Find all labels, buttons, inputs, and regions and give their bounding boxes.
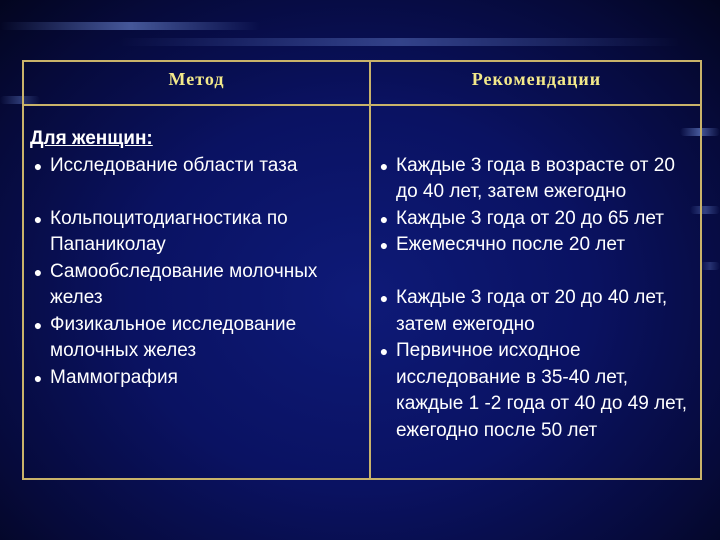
bullet-icon: ● <box>379 343 389 359</box>
bullet-icon: ● <box>33 157 43 174</box>
method-text: Кольпоцитодиагностика по Папаниколау <box>50 207 288 255</box>
bullet-icon: ● <box>33 263 43 280</box>
header-recommendations: Рекомендации <box>471 69 602 89</box>
recommendation-item <box>376 338 696 444</box>
method-text: Исследование области таза <box>50 154 298 176</box>
bullet-icon: ● <box>33 210 43 227</box>
recommendation-text: Каждые 3 года в возрасте от 20 до 40 лет, затем ежегодно <box>396 154 675 202</box>
recommendation-text: Ежемесячно после 20 лет <box>396 234 626 255</box>
column-divider <box>369 62 371 478</box>
recommendation-text: Первичное исходное исследование в 35-40 лет, каждые 1 -2 года от 40 до 49 лет, ежегодно после 50 лет <box>396 340 687 441</box>
method-text: Самообследование молочных желез <box>50 260 318 308</box>
recommendation-item <box>376 232 696 285</box>
recommendations-table <box>22 60 702 480</box>
bullet-icon: ● <box>379 290 389 306</box>
header-divider <box>24 104 700 106</box>
method-item <box>30 365 360 392</box>
method-item <box>30 153 360 206</box>
recommendation-item <box>376 206 696 233</box>
header-method: Метод <box>168 69 225 89</box>
recommendations-cell <box>376 126 696 444</box>
background-stripe <box>0 22 260 30</box>
recommendation-item <box>376 285 696 338</box>
method-item <box>30 312 360 365</box>
method-item <box>30 259 360 312</box>
background-stripe <box>700 262 720 270</box>
method-text: Физикальное исследование молочных желез <box>50 313 297 361</box>
method-item <box>30 206 360 259</box>
methods-cell <box>30 126 360 391</box>
recommendation-text: Каждые 3 года от 20 до 65 лет <box>396 207 664 229</box>
bullet-icon: ● <box>379 237 389 253</box>
recommendation-item <box>376 153 696 206</box>
bullet-icon: ● <box>379 157 389 174</box>
method-text: Маммография <box>50 366 178 388</box>
bullet-icon: ● <box>33 369 43 386</box>
bullet-icon: ● <box>379 210 389 227</box>
bullet-icon: ● <box>33 316 43 333</box>
background-stripe <box>120 38 680 46</box>
section-heading: Для женщин: <box>30 128 153 149</box>
recommendation-text: Каждые 3 года от 20 до 40 лет, затем ежегодно <box>396 287 668 335</box>
